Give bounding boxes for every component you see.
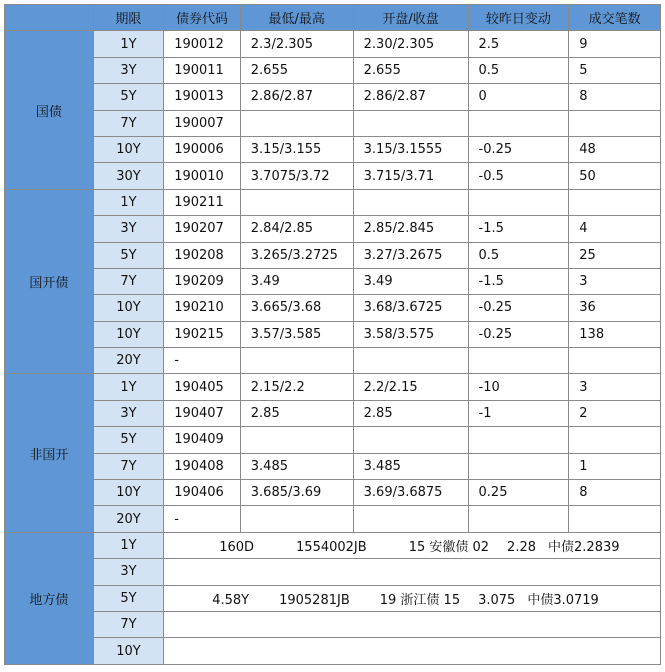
tenor-cell: 5Y bbox=[93, 242, 164, 268]
change-cell bbox=[468, 110, 569, 136]
trade-count-cell bbox=[569, 348, 661, 374]
open-close-cell: 3.27/3.2675 bbox=[353, 242, 468, 268]
low-high-cell: 3.57/3.585 bbox=[240, 321, 353, 347]
open-close-cell bbox=[353, 189, 468, 215]
change-cell: -1.5 bbox=[468, 216, 569, 242]
trade-count-cell bbox=[569, 110, 661, 136]
open-close-cell: 2.85 bbox=[353, 400, 468, 426]
trade-count-cell: 3 bbox=[569, 374, 661, 400]
low-high-cell: 3.15/3.155 bbox=[240, 136, 353, 162]
tenor-cell: 5Y bbox=[93, 427, 164, 453]
trade-count-cell bbox=[569, 427, 661, 453]
open-close-cell: 2.30/2.305 bbox=[353, 31, 468, 57]
trade-count-cell: 8 bbox=[569, 84, 661, 110]
trade-count-cell: 8 bbox=[569, 480, 661, 506]
table-row bbox=[5, 374, 661, 400]
column-header: 较昨日变动 bbox=[468, 5, 569, 31]
tenor-cell: 10Y bbox=[93, 321, 164, 347]
trade-count-cell bbox=[569, 189, 661, 215]
table-row bbox=[5, 348, 661, 374]
table-row bbox=[5, 611, 661, 637]
trade-count-cell: 5 bbox=[569, 57, 661, 83]
low-high-cell: 2.655 bbox=[240, 57, 353, 83]
table-row bbox=[5, 295, 661, 321]
tenor-cell: 20Y bbox=[93, 506, 164, 532]
open-close-cell: 3.715/3.71 bbox=[353, 163, 468, 189]
change-cell: 0 bbox=[468, 84, 569, 110]
low-high-cell: 3.7075/3.72 bbox=[240, 163, 353, 189]
table-row bbox=[5, 110, 661, 136]
local-bond-info-cell bbox=[164, 585, 661, 611]
local-bond-field: 3.0719 bbox=[553, 592, 599, 608]
low-high-cell bbox=[240, 348, 353, 374]
low-high-cell bbox=[240, 506, 353, 532]
trade-count-cell bbox=[569, 506, 661, 532]
trade-count-cell: 50 bbox=[569, 163, 661, 189]
table-row bbox=[5, 532, 661, 558]
trade-count-cell: 3 bbox=[569, 268, 661, 294]
column-header: 开盘/收盘 bbox=[353, 5, 468, 31]
bond-code-cell: 190405 bbox=[164, 374, 241, 400]
tenor-cell: 3Y bbox=[93, 400, 164, 426]
local-bond-field: 19 浙江债 15 bbox=[379, 592, 461, 608]
tenor-cell: 10Y bbox=[93, 638, 164, 664]
open-close-cell bbox=[353, 427, 468, 453]
low-high-cell: 2.3/2.305 bbox=[240, 31, 353, 57]
tenor-cell: 5Y bbox=[93, 84, 164, 110]
category-cell: 地方债 bbox=[5, 532, 94, 664]
change-cell: 0.5 bbox=[468, 57, 569, 83]
local-bond-field: 160D bbox=[219, 540, 255, 555]
open-close-cell: 2.655 bbox=[353, 57, 468, 83]
open-close-cell: 3.69/3.6875 bbox=[353, 480, 468, 506]
change-cell bbox=[468, 453, 569, 479]
trade-count-cell: 48 bbox=[569, 136, 661, 162]
local-bond-field: 2.28 bbox=[507, 540, 536, 555]
bond-code-cell: 190407 bbox=[164, 400, 241, 426]
tenor-cell: 3Y bbox=[93, 559, 164, 585]
table-row bbox=[5, 84, 661, 110]
table-row bbox=[5, 321, 661, 347]
change-cell: -0.25 bbox=[468, 136, 569, 162]
change-cell: -0.5 bbox=[468, 163, 569, 189]
low-high-cell: 3.665/3.68 bbox=[240, 295, 353, 321]
table-row bbox=[5, 585, 661, 611]
local-bond-info-cell bbox=[164, 559, 661, 585]
bond-code-cell: 190406 bbox=[164, 480, 241, 506]
change-cell: 0.5 bbox=[468, 242, 569, 268]
change-cell: 0.25 bbox=[468, 480, 569, 506]
change-cell: -1.5 bbox=[468, 268, 569, 294]
bond-code-cell: 190207 bbox=[164, 216, 241, 242]
bond-code-cell: 190408 bbox=[164, 453, 241, 479]
change-cell: -10 bbox=[468, 374, 569, 400]
tenor-cell: 1Y bbox=[93, 374, 164, 400]
tenor-cell: 1Y bbox=[93, 31, 164, 57]
open-close-cell: 2.86/2.87 bbox=[353, 84, 468, 110]
change-cell bbox=[468, 348, 569, 374]
local-bond-info-cell bbox=[164, 611, 661, 637]
table-row bbox=[5, 57, 661, 83]
bond-code-cell: 190211 bbox=[164, 189, 241, 215]
column-header bbox=[5, 5, 94, 31]
open-close-cell: 2.2/2.15 bbox=[353, 374, 468, 400]
table-row bbox=[5, 31, 661, 57]
open-close-cell bbox=[353, 506, 468, 532]
low-high-cell: 2.86/2.87 bbox=[240, 84, 353, 110]
tenor-cell: 3Y bbox=[93, 57, 164, 83]
table-row bbox=[5, 453, 661, 479]
low-high-cell: 2.15/2.2 bbox=[240, 374, 353, 400]
trade-count-cell: 25 bbox=[569, 242, 661, 268]
low-high-cell bbox=[240, 110, 353, 136]
header-row bbox=[5, 5, 661, 31]
trade-count-cell: 1 bbox=[569, 453, 661, 479]
open-close-cell: 2.85/2.845 bbox=[353, 216, 468, 242]
low-high-cell: 2.85 bbox=[240, 400, 353, 426]
tenor-cell: 30Y bbox=[93, 163, 164, 189]
tenor-cell: 7Y bbox=[93, 611, 164, 637]
change-cell: -1 bbox=[468, 400, 569, 426]
local-bond-info-cell bbox=[164, 532, 661, 558]
tenor-cell: 3Y bbox=[93, 216, 164, 242]
column-header: 债券代码 bbox=[164, 5, 241, 31]
bond-code-cell: 190208 bbox=[164, 242, 241, 268]
tenor-cell: 7Y bbox=[93, 453, 164, 479]
table-row bbox=[5, 400, 661, 426]
trade-count-cell: 36 bbox=[569, 295, 661, 321]
low-high-cell: 3.685/3.69 bbox=[240, 480, 353, 506]
open-close-cell: 3.49 bbox=[353, 268, 468, 294]
tenor-cell: 10Y bbox=[93, 295, 164, 321]
bond-code-cell: 190012 bbox=[164, 31, 241, 57]
bond-code-cell: 190209 bbox=[164, 268, 241, 294]
category-cell: 国开债 bbox=[5, 189, 94, 374]
column-header: 最低/最高 bbox=[240, 5, 353, 31]
low-high-cell: 3.49 bbox=[240, 268, 353, 294]
table-row bbox=[5, 189, 661, 215]
table-row bbox=[5, 506, 661, 532]
table-row bbox=[5, 559, 661, 585]
bond-code-cell: 190013 bbox=[164, 84, 241, 110]
bond-code-cell: - bbox=[164, 506, 241, 532]
trade-count-cell: 9 bbox=[569, 31, 661, 57]
low-high-cell bbox=[240, 427, 353, 453]
tenor-cell: 1Y bbox=[93, 189, 164, 215]
low-high-cell bbox=[240, 189, 353, 215]
local-bond-field: 1554002JB bbox=[296, 540, 367, 555]
local-bond-field: 中债 bbox=[527, 592, 554, 608]
local-bond-field: 1905281JB bbox=[279, 592, 350, 608]
tenor-cell: 5Y bbox=[93, 585, 164, 611]
tenor-cell: 10Y bbox=[93, 136, 164, 162]
local-bond-field: 2.2839 bbox=[574, 540, 620, 555]
bond-code-cell: 190409 bbox=[164, 427, 241, 453]
table-row bbox=[5, 427, 661, 453]
tenor-cell: 10Y bbox=[93, 480, 164, 506]
low-high-cell: 2.84/2.85 bbox=[240, 216, 353, 242]
open-close-cell bbox=[353, 348, 468, 374]
table-row bbox=[5, 136, 661, 162]
open-close-cell: 3.15/3.1555 bbox=[353, 136, 468, 162]
change-cell bbox=[468, 189, 569, 215]
tenor-cell: 1Y bbox=[93, 532, 164, 558]
open-close-cell: 3.68/3.6725 bbox=[353, 295, 468, 321]
change-cell bbox=[468, 506, 569, 532]
table-row bbox=[5, 216, 661, 242]
open-close-cell bbox=[353, 110, 468, 136]
low-high-cell: 3.485 bbox=[240, 453, 353, 479]
bond-code-cell: 190215 bbox=[164, 321, 241, 347]
open-close-cell: 3.485 bbox=[353, 453, 468, 479]
table-row bbox=[5, 480, 661, 506]
bond-code-cell: 190006 bbox=[164, 136, 241, 162]
change-cell: -0.25 bbox=[468, 321, 569, 347]
table-row bbox=[5, 242, 661, 268]
bond-code-cell: 190210 bbox=[164, 295, 241, 321]
column-header: 成交笔数 bbox=[569, 5, 661, 31]
bond-code-cell: 190010 bbox=[164, 163, 241, 189]
table-row bbox=[5, 268, 661, 294]
category-cell: 非国开 bbox=[5, 374, 94, 532]
tenor-cell: 7Y bbox=[93, 110, 164, 136]
local-bond-info-cell bbox=[164, 638, 661, 664]
bond-code-cell: 190007 bbox=[164, 110, 241, 136]
category-cell: 国债 bbox=[5, 31, 94, 189]
change-cell bbox=[468, 427, 569, 453]
table-row bbox=[5, 638, 661, 664]
bond-code-cell: 190011 bbox=[164, 57, 241, 83]
tenor-cell: 7Y bbox=[93, 268, 164, 294]
local-bond-field: 3.075 bbox=[478, 592, 516, 608]
open-close-cell: 3.58/3.575 bbox=[353, 321, 468, 347]
bond-code-cell: - bbox=[164, 348, 241, 374]
column-header: 期限 bbox=[93, 5, 164, 31]
trade-count-cell: 2 bbox=[569, 400, 661, 426]
change-cell: -0.25 bbox=[468, 295, 569, 321]
table-row bbox=[5, 163, 661, 189]
trade-count-cell: 138 bbox=[569, 321, 661, 347]
trade-count-cell: 4 bbox=[569, 216, 661, 242]
low-high-cell: 3.265/3.2725 bbox=[240, 242, 353, 268]
local-bond-field: 中债 bbox=[548, 540, 575, 555]
bond-quote-table bbox=[4, 4, 661, 665]
local-bond-field: 4.58Y bbox=[212, 592, 250, 608]
tenor-cell: 20Y bbox=[93, 348, 164, 374]
change-cell: 2.5 bbox=[468, 31, 569, 57]
local-bond-field: 15 安徽债 02 bbox=[408, 540, 490, 555]
